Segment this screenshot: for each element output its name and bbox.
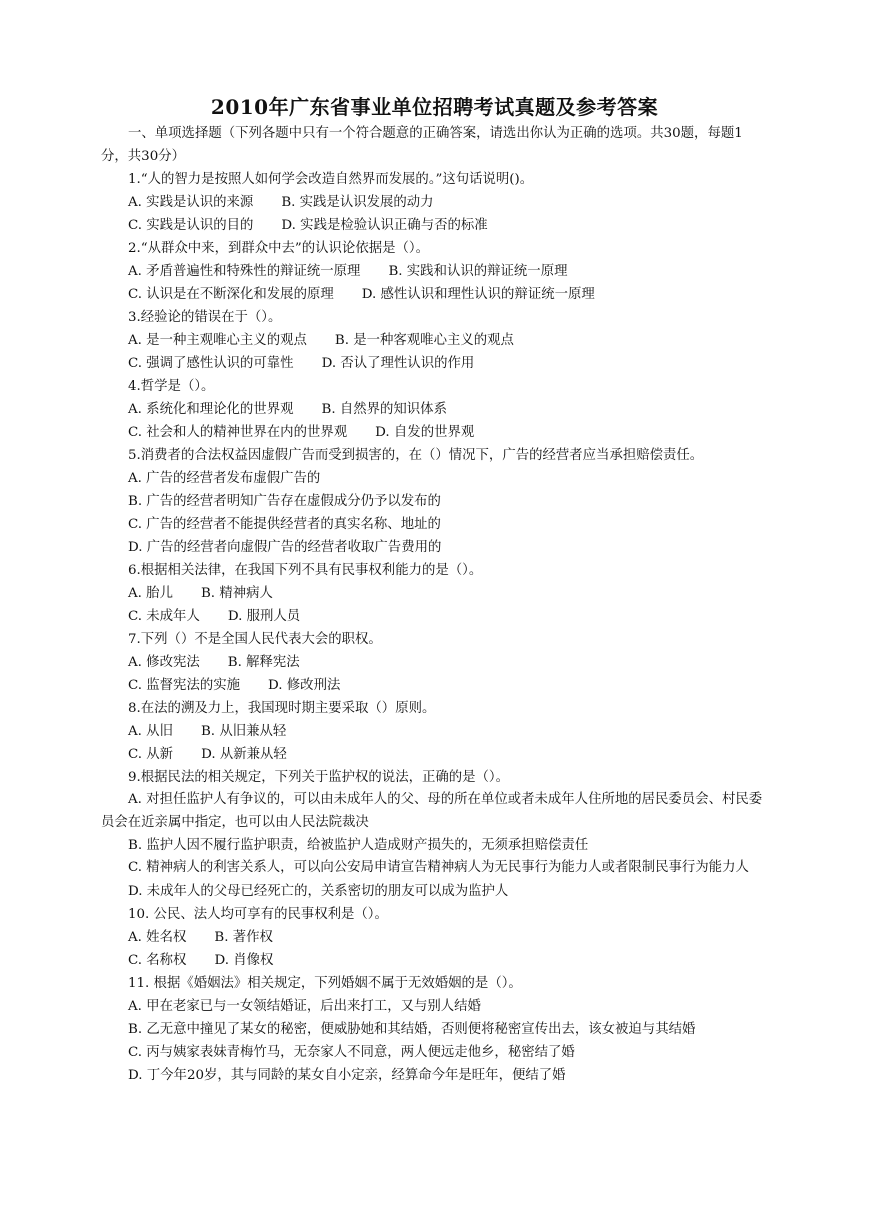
answer-option: C. 丙与姨家表妹青梅竹马，无奈家人不同意，两人便远走他乡，秘密结了婚 <box>128 1044 575 1060</box>
question-stem: 1.“人的智力是按照人如何学会改造自然界而发展的。”这句话说明()。 <box>128 172 534 187</box>
answer-option: C. 名称权 <box>128 952 187 968</box>
question-stem: 9.根据民法的相关规定，下列关于监护权的说法，正确的是（）。 <box>128 770 510 785</box>
option-row <box>101 720 768 743</box>
answer-option: C. 社会和人的精神世界在内的世界观 <box>128 425 348 440</box>
question-list <box>101 168 768 1087</box>
answer-option: C. 实践是认识的目的 <box>128 218 254 233</box>
option-row <box>101 949 768 972</box>
question-stem: 7.下列（）不是全国人民代表大会的职权。 <box>128 632 382 647</box>
answer-option: D. 自发的世界观 <box>375 425 475 440</box>
answer-option: C. 监督宪法的实施 <box>128 678 241 693</box>
answer-option: C. 认识是在不断深化和发展的原理 <box>128 287 334 302</box>
document-title: 2010年广东省事业单位招聘考试真题及参考答案 <box>210 95 659 119</box>
option-row <box>101 789 768 834</box>
answer-option: D. 广告的经营者向虚假广告的经营者收取广告费用的 <box>128 540 442 555</box>
answer-option: B. 解释宪法 <box>227 655 300 670</box>
answer-option: A. 矛盾普遍性和特殊性的辩证统一原理 <box>128 264 361 279</box>
option-row <box>101 880 768 903</box>
option-row <box>101 513 768 536</box>
option-row <box>101 926 768 949</box>
option-row <box>101 421 768 444</box>
answer-option: C. 广告的经营者不能提供经营者的真实名称、地址的 <box>128 517 441 532</box>
option-row <box>101 536 768 559</box>
question-stem: 5.消费者的合法权益因虚假广告而受到损害的，在（）情况下，广告的经营者应当承担赔偿责任。 <box>128 448 704 463</box>
answer-option: D. 服刑人员 <box>227 609 301 624</box>
answer-option: B. 广告的经营者明知广告存在虚假成分仍予以发布的 <box>128 494 441 509</box>
option-row <box>101 674 768 697</box>
answer-option: A. 姓名权 <box>128 929 187 945</box>
answer-option: B. 实践和认识的辩证统一原理 <box>388 264 568 279</box>
answer-option: B. 乙无意中撞见了某女的秘密，便威胁她和其结婚，否则便将秘密宣传出去，该女被迫与其结婚 <box>128 1021 696 1037</box>
answer-option: C. 从新 <box>128 747 174 762</box>
question-stem: 6.根据相关法律，在我国下列不具有民事权利能力的是（）。 <box>128 563 483 578</box>
answer-option: A. 系统化和理论化的世界观 <box>128 402 294 417</box>
answer-option: D. 从新兼从轻 <box>201 747 287 762</box>
question-stem: 3.经验论的错误在于（）。 <box>128 310 282 325</box>
answer-option: B. 自然界的知识体系 <box>321 402 447 417</box>
answer-option: A. 胎儿 <box>128 586 173 601</box>
answer-option: A. 广告的经营者发布虚假广告的 <box>128 471 321 486</box>
answer-option: C. 强调了感性认识的可靠性 <box>128 356 294 371</box>
answer-option: C. 精神病人的利害关系人，可以向公安局申请宣告精神病人为无民事行为能力人或者限制民事行为能力人 <box>128 860 749 875</box>
option-row <box>101 191 768 214</box>
answer-option: A. 修改宪法 <box>128 655 200 670</box>
question-stem: 11. 根据《婚姻法》相关规定，下列婚姻不属于无效婚姻的是（）。 <box>128 975 522 991</box>
answer-option: B. 监护人因不履行监护职责，给被监护人造成财产损失的，无须承担赔偿责任 <box>128 838 589 853</box>
option-row <box>101 283 768 306</box>
answer-option: A. 甲在老家已与一女领结婚证，后出来打工，又与别人结婚 <box>128 998 481 1014</box>
option-row <box>101 857 768 880</box>
option-row <box>101 651 768 674</box>
answer-option: A. 从旧 <box>128 724 173 739</box>
option-row <box>101 352 768 375</box>
section-intro: 一、单项选择题（下列各题中只有一个符合题意的正确答案，请选出你认为正确的选项。共30题，每题1分，共30分） <box>101 126 743 164</box>
answer-option: D. 修改刑法 <box>268 678 341 693</box>
answer-option: D. 肖像权 <box>214 952 274 968</box>
option-row <box>101 605 768 628</box>
answer-option: A. 实践是认识的来源 <box>128 195 254 210</box>
question-stem: 2.“从群众中来，到群众中去”的认识论依据是（）。 <box>128 241 429 256</box>
answer-option: D. 丁今年20岁，其与同龄的某女自小定亲，经算命今年是旺年，便结了婚 <box>128 1067 566 1083</box>
answer-option: D. 实践是检验认识正确与否的标准 <box>281 218 488 233</box>
question-stem: 8.在法的溯及力上，我国现时期主要采取（）原则。 <box>128 701 436 716</box>
answer-option: C. 未成年人 <box>128 609 200 624</box>
answer-option: B. 从旧兼从轻 <box>200 724 287 739</box>
option-row <box>101 1018 768 1041</box>
option-row <box>101 260 768 283</box>
answer-option: D. 未成年人的父母已经死亡的，关系密切的朋友可以成为监护人 <box>128 883 509 899</box>
answer-option: D. 否认了理性认识的作用 <box>321 356 475 371</box>
option-row <box>101 1041 768 1064</box>
option-row <box>101 214 768 237</box>
option-row <box>101 582 768 605</box>
option-row <box>101 329 768 352</box>
option-row <box>101 1064 768 1087</box>
option-row <box>101 743 768 766</box>
answer-option: A. 对担任监护人有争议的，可以由未成年人的父、母的所在单位或者未成年人住所地的居民委员会、村民委员会在近亲属中指定，也可以由人民法院裁决 <box>101 792 763 830</box>
answer-option: B. 著作权 <box>214 929 273 945</box>
answer-option: D. 感性认识和理性认识的辩证统一原理 <box>361 287 595 302</box>
answer-option: A. 是一种主观唯心主义的观点 <box>128 333 307 348</box>
option-row <box>101 398 768 421</box>
option-row <box>101 834 768 857</box>
question-stem: 10. 公民、法人均可享有的民事权利是（）。 <box>128 906 388 922</box>
question-stem: 4.哲学是（）。 <box>128 379 215 394</box>
answer-option: B. 是一种客观唯心主义的观点 <box>334 333 514 348</box>
option-row <box>101 467 768 490</box>
option-row <box>101 490 768 513</box>
option-row <box>101 995 768 1018</box>
answer-option: B. 实践是认识发展的动力 <box>281 195 434 210</box>
answer-option: B. 精神病人 <box>200 586 273 601</box>
